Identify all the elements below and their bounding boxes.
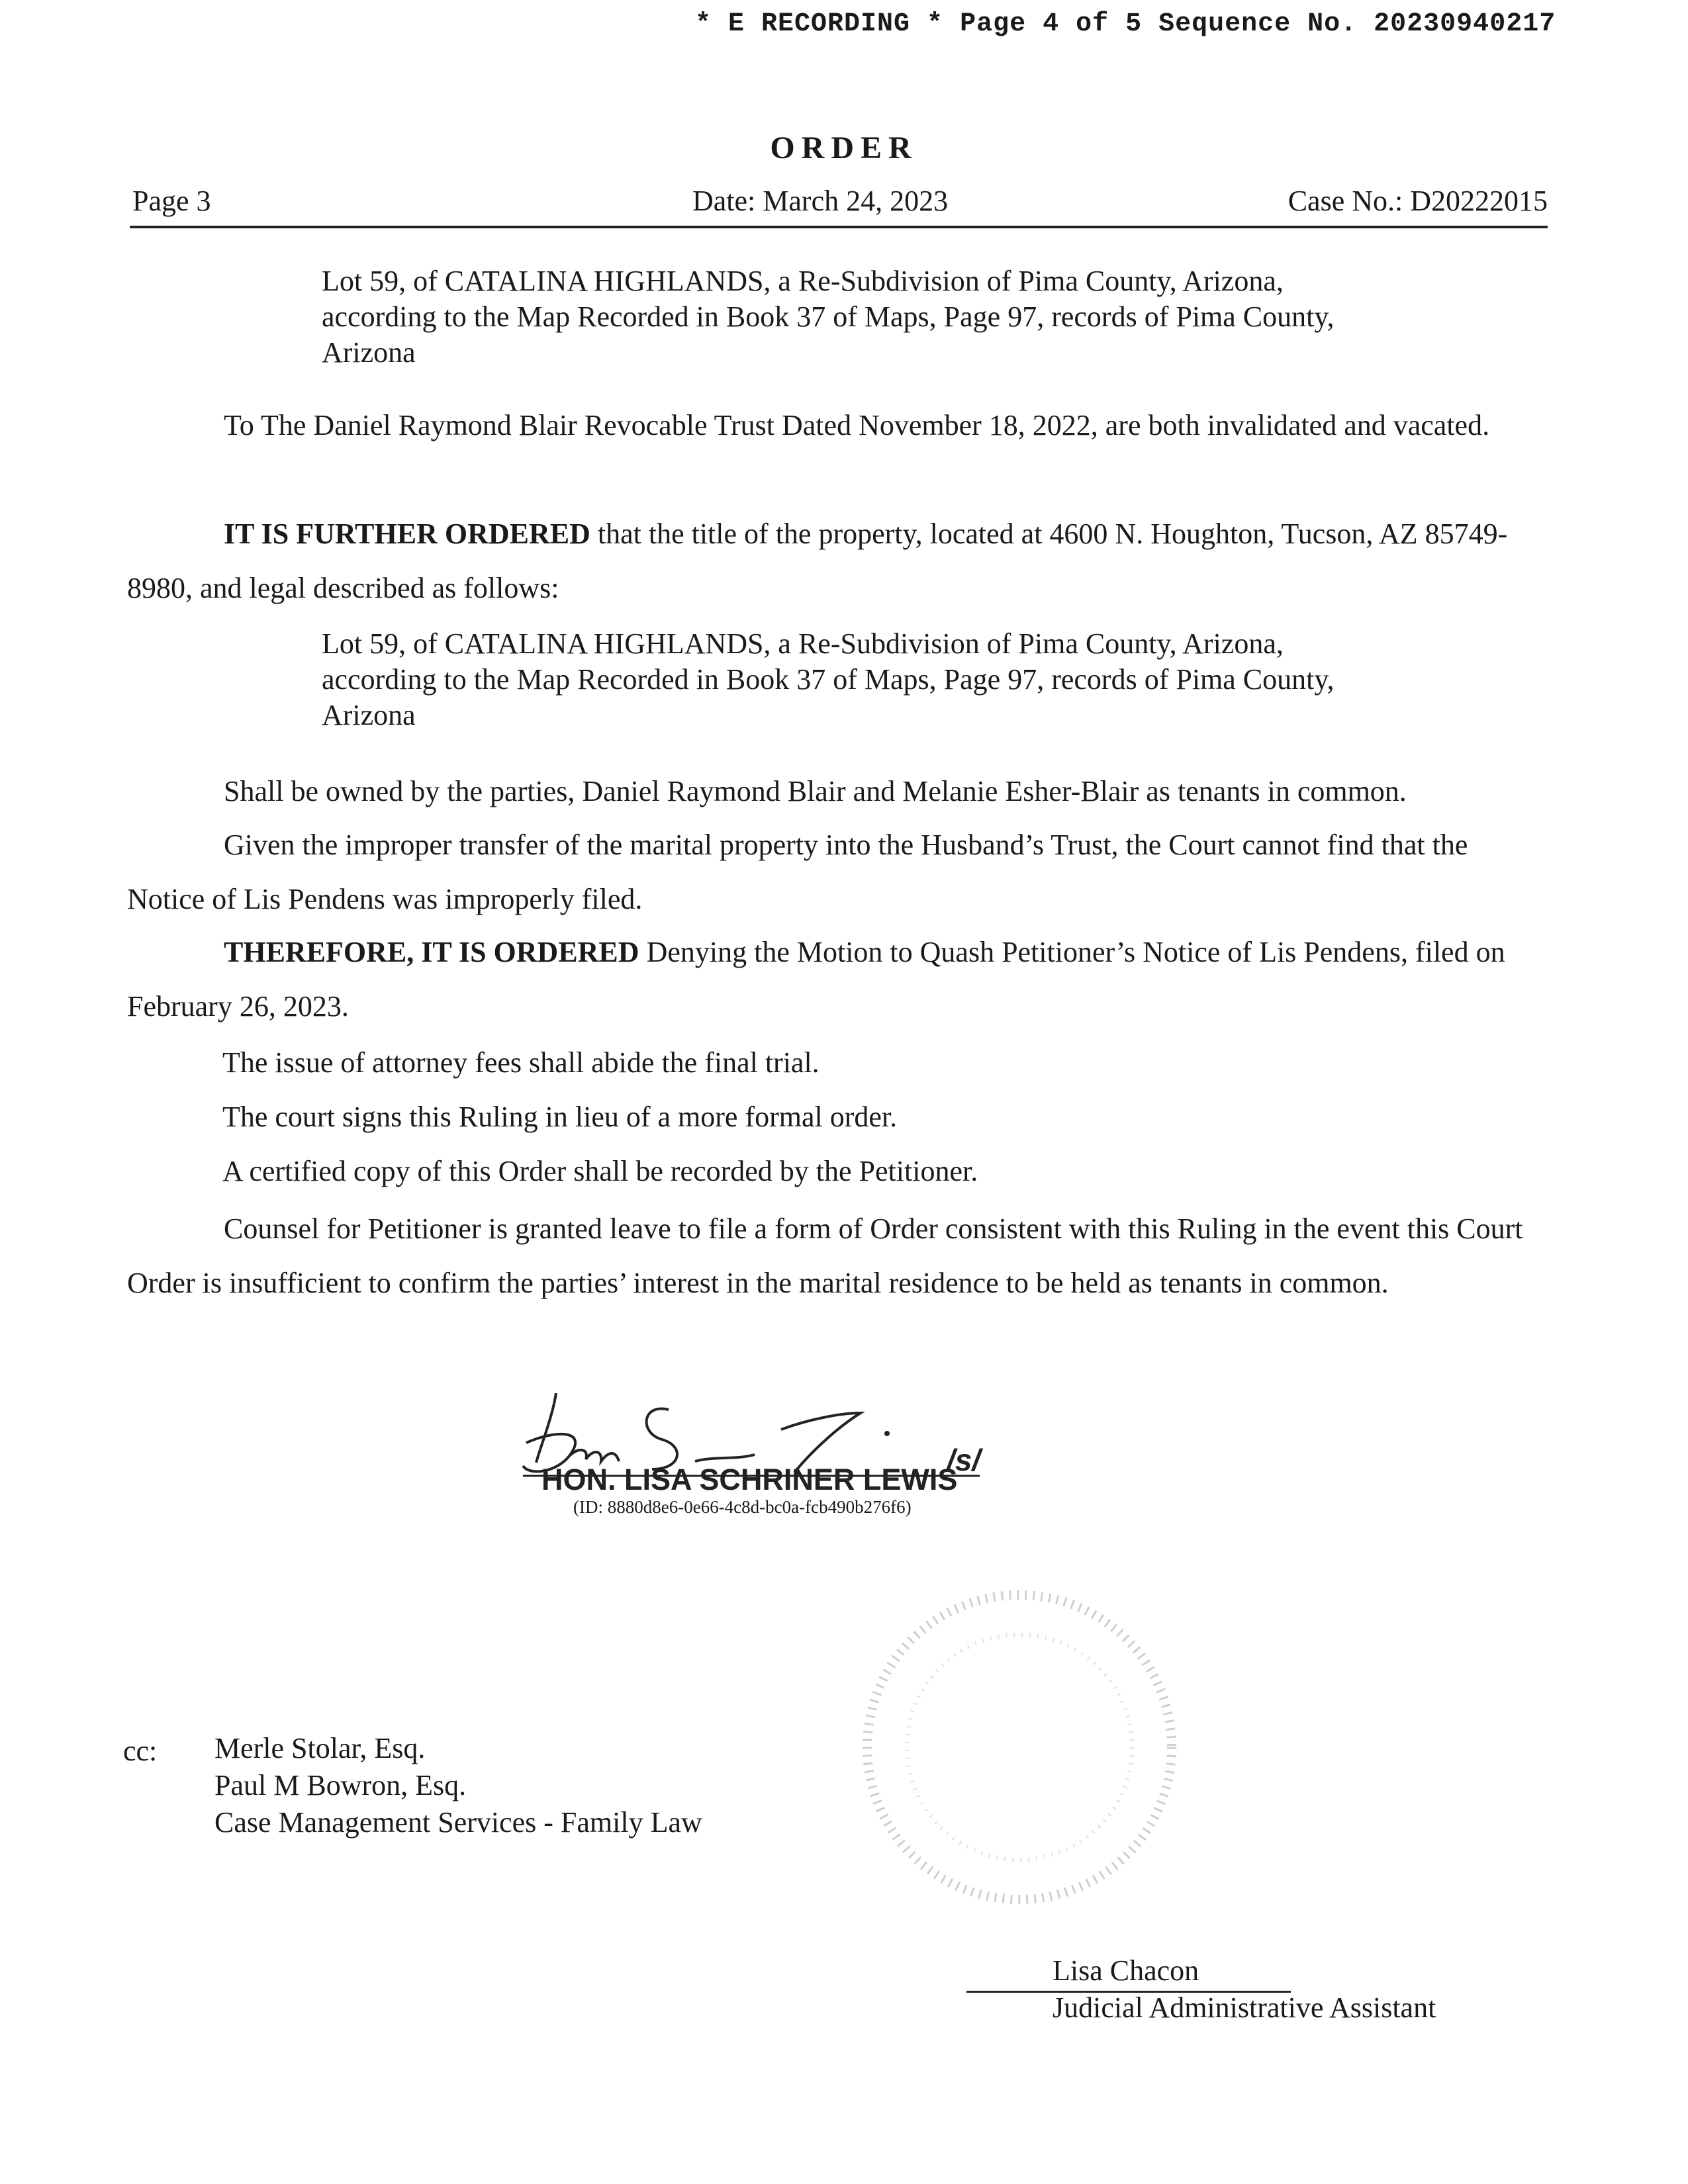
- paragraph-therefore-ordered: [127, 925, 1550, 1034]
- clerk-signature-rule: [966, 1991, 1291, 1993]
- line-attorney-fees: The issue of attorney fees shall abide the final trial.: [222, 1046, 820, 1079]
- line-court-signs: The court signs this Ruling in lieu of a more formal order.: [222, 1101, 898, 1133]
- therefore-ordered-lead: THEREFORE, IT IS ORDERED: [224, 936, 639, 968]
- page-number: Page 3: [132, 185, 211, 217]
- cc-recipient: Paul M Bowron, Esq.: [214, 1769, 467, 1801]
- cc-recipient: Merle Stolar, Esq.: [214, 1732, 426, 1764]
- cc-list: [214, 1730, 702, 1841]
- paragraph-given: Given the improper transfer of the marital property into the Husband’s Trust, the Court cannot find that the Notice of Lis Pendens was improperly filed.: [127, 829, 1468, 915]
- further-ordered-text: that the title of the property, located at 4600 N. Houghton, Tucson, AZ 85749-8980, and legal described as follows:: [127, 518, 1508, 604]
- legal-description-2: Lot 59, of CATALINA HIGHLANDS, a Re-Subdivision of Pima County, Arizona, according to the Map Recorded in Book 37 of Maps, Page 97, records of Pima County, Arizona: [322, 627, 1335, 731]
- signature-id: (ID: 8880d8e6-0e66-4c8d-bc0a-fcb490b276f6): [573, 1497, 912, 1517]
- order-title: ORDER: [770, 130, 918, 165]
- clerk-title: Judicial Administrative Assistant: [1053, 1991, 1436, 2024]
- cc-recipient: Case Management Services - Family Law: [214, 1806, 702, 1839]
- clerk-name: Lisa Chacon: [1053, 1954, 1199, 1987]
- header-rule: [130, 226, 1548, 228]
- cc-label: cc:: [123, 1735, 158, 1767]
- paragraph-counsel: Counsel for Petitioner is granted leave to file a form of Order consistent with this Ruling in the event this Court Order is insufficient to confirm the parties’ interest in the marital residence to be held as tenants in common.: [127, 1212, 1523, 1299]
- paragraph-further-ordered: [127, 507, 1550, 615]
- order-date: Date: March 24, 2023: [692, 185, 949, 217]
- e-recording-header: * E RECORDING * Page 4 of 5 Sequence No. 20230940217: [695, 9, 1556, 39]
- line-certified-copy: A certified copy of this Order shall be recorded by the Petitioner.: [222, 1155, 978, 1187]
- paragraph-trust: To The Daniel Raymond Blair Revocable Trust Dated November 18, 2022, are both invalidated and vacated.: [224, 409, 1490, 441]
- s-mark: /s/: [947, 1443, 981, 1477]
- case-number: Case No.: D20222015: [1288, 185, 1548, 217]
- further-ordered-lead: IT IS FURTHER ORDERED: [224, 518, 590, 550]
- line-owned: Shall be owned by the parties, Daniel Raymond Blair and Melanie Esher-Blair as tenants in common.: [224, 775, 1407, 807]
- court-seal-impression: [821, 1562, 1218, 1933]
- judge-name: HON. LISA SCHRINER LEWIS: [541, 1463, 958, 1496]
- therefore-ordered-text: Denying the Motion to Quash Petitioner’s Notice of Lis Pendens, filed on February 26, 2023.: [127, 936, 1505, 1023]
- legal-description-1: Lot 59, of CATALINA HIGHLANDS, a Re-Subdivision of Pima County, Arizona, according to the Map Recorded in Book 37 of Maps, Page 97, records of Pima County, Arizona: [322, 265, 1335, 369]
- clerk-block: [1053, 1952, 1436, 2026]
